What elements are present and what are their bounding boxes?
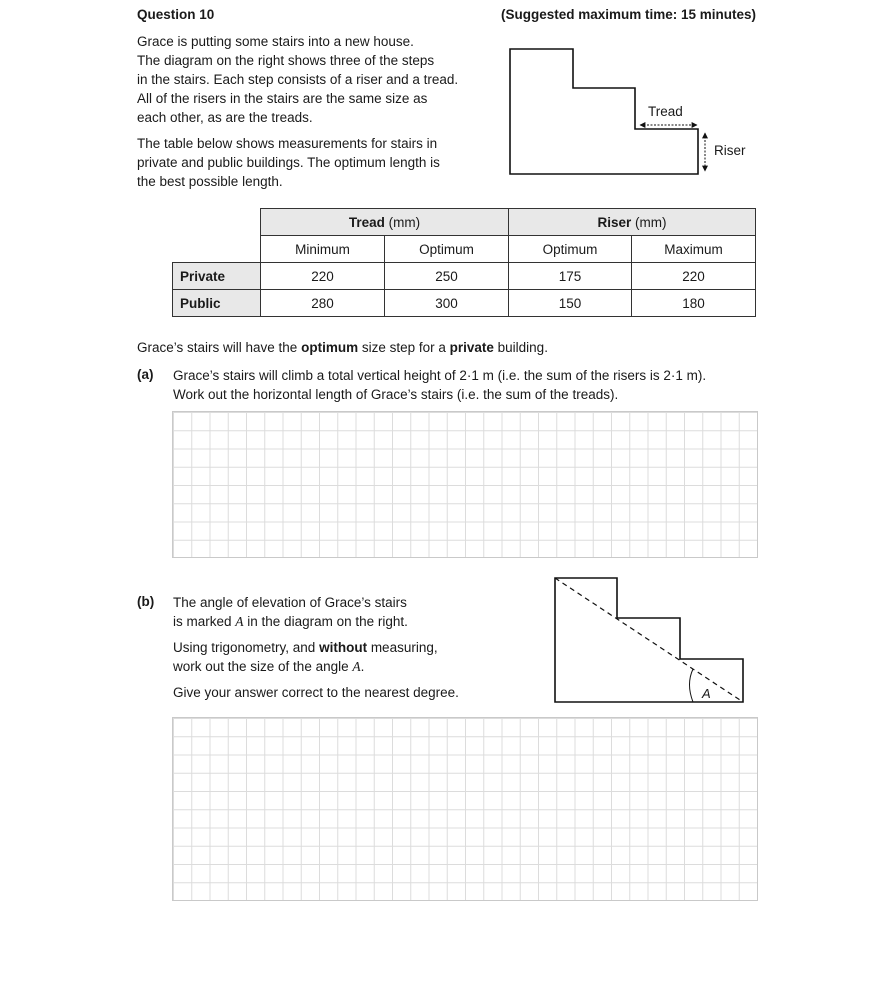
part-a-label: (a) [137, 367, 154, 382]
table-corner [173, 209, 261, 236]
part-b-text: Using trigonometry, and [173, 640, 320, 655]
table-row [173, 290, 756, 317]
part-a-line: Grace’s stairs will climb a total vertical height of 2·1 m (i.e. the sum of the risers is 2·1 m). [173, 368, 707, 383]
angle-variable: A [235, 614, 244, 629]
table-cell: 300 [385, 290, 509, 317]
part-b-line: The angle of elevation of Grace’s stairs [173, 595, 407, 610]
part-b-line [173, 638, 533, 657]
table-cell: 280 [261, 290, 385, 317]
table-group-header-row [173, 209, 756, 236]
part-a-question [173, 366, 793, 404]
table-row [173, 263, 756, 290]
part-a-line: Work out the horizontal length of Grace’s stairs (i.e. the sum of the treads). [173, 387, 619, 402]
part-b-text: is marked [173, 614, 236, 629]
riser-unit: (mm) [635, 214, 667, 230]
intro-line: private and public buildings. The optimum length is [137, 155, 440, 170]
answer-grid-b[interactable] [172, 717, 758, 901]
intro-line: The diagram on the right shows three of the steps [137, 53, 435, 68]
intro-line: in the stairs. Each step consists of a riser and a tread. [137, 72, 459, 87]
table-cell: 180 [632, 290, 756, 317]
intro-line: the best possible length. [137, 174, 283, 189]
subheader-cell: Optimum [385, 236, 509, 263]
statement-bold-private: private [449, 340, 494, 355]
subheader-cell: Minimum [261, 236, 385, 263]
stairs-diagram [500, 40, 760, 180]
riser-group-label: Riser [597, 214, 632, 230]
intro-line: Grace is putting some stairs into a new house. [137, 34, 414, 49]
part-b-text: in the diagram on the right. [243, 614, 408, 629]
tread-group-header [261, 209, 509, 236]
angle-label: A [702, 686, 711, 701]
part-b-line [173, 612, 533, 631]
statement-text: Grace’s stairs will have the [137, 340, 302, 355]
subheader-cell: Optimum [509, 236, 632, 263]
part-b-label: (b) [137, 594, 155, 609]
row-label: Public [173, 290, 261, 317]
diagonal-dashed-line [555, 578, 743, 702]
table-corner [173, 236, 261, 263]
table-subheader-row [173, 236, 756, 263]
part-b-line: Give your answer correct to the nearest degree. [173, 685, 459, 700]
tread-unit: (mm) [388, 214, 421, 230]
subheader-cell: Maximum [632, 236, 756, 263]
intro-paragraph-2 [137, 134, 497, 191]
riser-group-header [509, 209, 756, 236]
intro-line: The table below shows measurements for stairs in [137, 136, 438, 151]
tread-label: Tread [648, 104, 683, 119]
table-cell: 220 [261, 263, 385, 290]
part-b-text: measuring, [367, 640, 438, 655]
riser-label: Riser [714, 143, 746, 158]
answer-grid-a[interactable] [172, 411, 758, 558]
table-cell: 175 [509, 263, 632, 290]
table-cell: 250 [385, 263, 509, 290]
statement-bold-optimum: optimum [301, 340, 359, 355]
intro-line: All of the risers in the stairs are the same size as [137, 91, 428, 106]
part-b-bold-without: without [319, 640, 368, 655]
row-label: Private [173, 263, 261, 290]
stairs-measurement-table [172, 208, 756, 317]
intro-line: each other, as are the treads. [137, 110, 313, 125]
angle-arc [690, 669, 694, 702]
part-b-question [173, 593, 533, 702]
intro-paragraph-1 [137, 32, 497, 127]
question-title: Question 10 [137, 7, 215, 22]
tread-group-label: Tread [348, 214, 385, 230]
table-cell: 150 [509, 290, 632, 317]
statement-text: size step for a [358, 340, 450, 355]
angle-variable: A [352, 659, 361, 674]
part-b-line [173, 657, 533, 676]
statement [137, 340, 548, 355]
table-cell: 220 [632, 263, 756, 290]
part-b-text: . [360, 659, 365, 674]
suggested-time: (Suggested maximum time: 15 minutes) [501, 7, 757, 22]
statement-text: building. [493, 340, 548, 355]
part-b-text: work out the size of the angle [173, 659, 353, 674]
angle-diagram [550, 572, 750, 707]
